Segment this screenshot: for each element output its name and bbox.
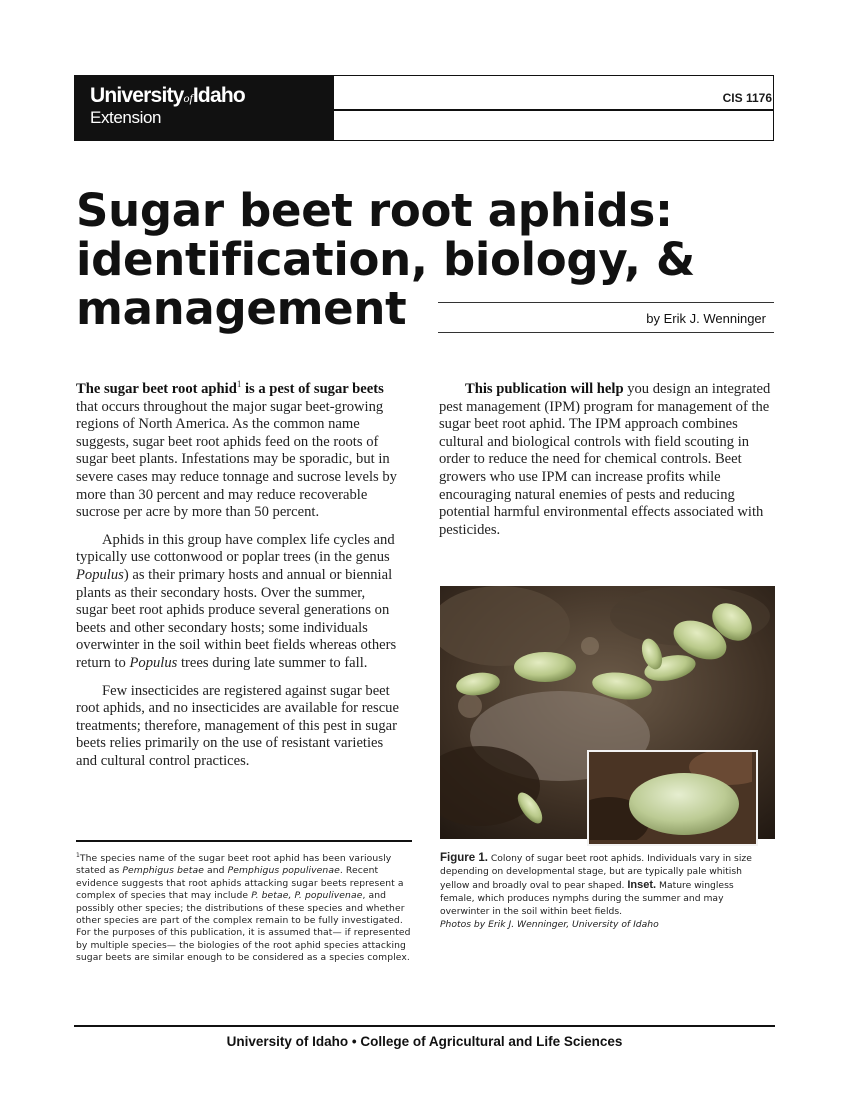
intro-lead-a: The sugar beet root aphid bbox=[76, 381, 237, 397]
footnote-marker[interactable]: 1 bbox=[236, 379, 242, 390]
figure-label: Figure 1. bbox=[440, 852, 488, 864]
publication-purpose-paragraph bbox=[439, 381, 775, 539]
university-of-idaho-extension-logo[interactable] bbox=[74, 75, 334, 141]
title-line-3: management bbox=[76, 282, 407, 335]
insecticides-paragraph: Few insecticides are registered against sugar beet root aphids, and no insecticides are available for rescue treatments; therefore, management of this pest in sugar beets relies primarily on the use of resistant varieties and cultural control practices. bbox=[76, 682, 399, 769]
life-cycle-text-b: ) as their primary hosts and annual or biennial plants as their secondary hosts. Over the summer, sugar beet root aphids produce several generations on beets and other secondary hosts; some individuals overwinter in the soil within beet fields whereas others return to bbox=[76, 566, 397, 671]
logo-extension-text: Extension bbox=[90, 108, 162, 127]
intro-lead-b: is a pest of sugar beets bbox=[241, 381, 384, 397]
logo-university-text: University bbox=[90, 84, 184, 107]
footer-divider bbox=[74, 1025, 775, 1027]
logo-of-text: of bbox=[183, 91, 193, 105]
species-name: Pemphigus betae bbox=[122, 865, 204, 877]
figure-caption-text: Colony of sugar beet root aphids. Individuals vary in size depending on developmental stage, but are typically pale whitish yellow and broadly oval to pear shaped. bbox=[440, 853, 752, 891]
logo-idaho-text: Idaho bbox=[192, 84, 245, 107]
right-column bbox=[439, 381, 775, 549]
footnote-text: and bbox=[203, 865, 228, 877]
left-column bbox=[76, 381, 400, 780]
species-name: P. betae, P. populivenae bbox=[251, 890, 363, 902]
photo-credit: Photos by Erik J. Wenninger, University of Idaho bbox=[440, 918, 659, 930]
purpose-lead: This publication will help bbox=[465, 381, 624, 397]
byline-rule-bottom bbox=[438, 332, 774, 333]
byline-rule-top bbox=[438, 302, 774, 303]
inset-photo bbox=[587, 750, 758, 846]
life-cycle-text-c: trees during late summer to fall. bbox=[177, 654, 368, 671]
mature-female-aphid bbox=[629, 773, 739, 835]
aphid bbox=[514, 652, 576, 682]
footnote-text: The species name of the sugar beet root aphid has been variously stated as bbox=[76, 853, 392, 877]
author-byline: by Erik J. Wenninger bbox=[646, 311, 766, 326]
mature-female-aphid-image bbox=[589, 752, 752, 840]
footnote-number: 1 bbox=[76, 851, 80, 859]
species-name: Pemphigus populivenae bbox=[227, 865, 340, 877]
genus-name: Populus bbox=[76, 566, 124, 583]
publication-code: CIS 1176 bbox=[722, 91, 772, 105]
footnote-text: , and possibly other species; the distributions of these species and whether other species are part of the complex remain to be fully investigated. For the purposes of this publication, it is assumed that— if represented by multiple species— the biologies of the root aphid species attacking sugar beets are similar enough to be considered as a species complex. bbox=[76, 890, 411, 964]
footnote bbox=[76, 853, 412, 965]
footnote-divider bbox=[76, 840, 412, 842]
life-cycle-paragraph bbox=[76, 532, 400, 673]
genus-name: Populus bbox=[129, 654, 178, 671]
purpose-text: you design an integrated pest management (IPM) program for management of the sugar beet root aphid. The IPM approach combines cultural and biological controls with field scouting in order to reduce the need for chemical controls. Beet growers who use IPM can increase profits while encouraging natural enemies of pests and reducing potential harmful environmental effects associated with pesticides. bbox=[439, 381, 771, 538]
figure-caption bbox=[440, 852, 770, 931]
intro-text: that occurs throughout the major sugar beet-growing regions of North America. As the common name suggests, sugar beet root aphids feed on the roots of sugar beet plants. Infestations may be sporadic, but in severe cases may reduce tonnage and sucrose levels by more than 30 percent and may reduce recoverable sucrose per acre by more than 50 percent. bbox=[76, 398, 397, 521]
inset-label: Inset. bbox=[627, 878, 657, 891]
life-cycle-text-a: Aphids in this group have complex life cycles and typically use cottonwood or poplar trees (in the genus bbox=[76, 531, 395, 566]
header-divider bbox=[334, 109, 774, 111]
intro-paragraph bbox=[76, 381, 400, 522]
footer-text: University of Idaho • College of Agricultural and Life Sciences bbox=[226, 1034, 623, 1049]
inset-caption-text: Mature wingless female, which produces nymphs during the summer and may overwinter in the soil within beet fields. bbox=[440, 879, 734, 917]
footnote-text: . Recent evidence suggests that root aphids attacking sugar beets represent a complex of species that may include bbox=[76, 865, 404, 902]
title-line-1: Sugar beet root aphids: bbox=[76, 184, 673, 237]
title-line-2: identification, biology, & bbox=[76, 233, 695, 286]
